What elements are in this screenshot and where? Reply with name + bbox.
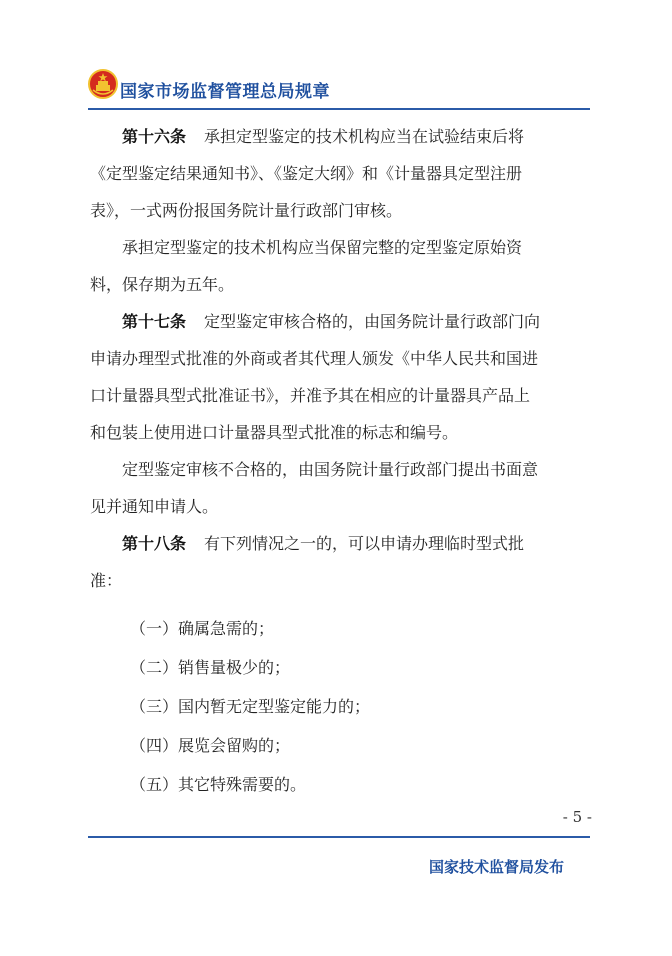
- header-title: 国家市场监督管理总局规章: [120, 82, 330, 102]
- publisher-label: 国家技术监督局发布: [428, 858, 564, 876]
- list-item: （四）展览会留购的；: [130, 736, 291, 755]
- list-item: （三）国内暂无定型鉴定能力的；: [130, 697, 371, 716]
- list-item: （二）销售量极少的；: [130, 658, 291, 677]
- article-18-line-1: 第十八条 有下列情况之一的，可以申请办理临时型式批: [122, 534, 525, 553]
- article-17-line-1: 第十七条 定型鉴定审核合格的，由国务院计量行政部门向: [122, 312, 541, 331]
- article-17-line-4: 和包装上使用进口计量器具型式批准的标志和编号。: [90, 423, 459, 442]
- list-item: （五）其它特殊需要的。: [130, 775, 307, 794]
- header-divider: [88, 108, 590, 110]
- article-17-p2-line-2: 见并通知申请人。: [90, 497, 219, 516]
- regulation-body: [90, 118, 590, 804]
- article-16-p2-line-2: 料，保存期为五年。: [90, 275, 235, 294]
- article-16-line-3: 表》，一式两份报国务院计量行政部门审核。: [90, 201, 403, 220]
- article-16-label: 第十六条: [122, 127, 187, 146]
- article-16-line-1: 第十六条 承担定型鉴定的技术机构应当在试验结束后将: [122, 127, 525, 146]
- article-17-line-3: 口计量器具型式批准证书》，并准予其在相应的计量器具产品上: [90, 386, 531, 405]
- article-17-line-2: 申请办理型式批准的外商或者其代理人颁发《中华人民共和国进: [90, 349, 539, 368]
- article-16-p2-line-1: 承担定型鉴定的技术机构应当保留完整的定型鉴定原始资: [122, 238, 523, 257]
- national-emblem-icon: [88, 68, 118, 100]
- article-18-line-2: 准：: [90, 571, 123, 590]
- article-17-label: 第十七条: [122, 312, 187, 331]
- list-item: （一）确属急需的；: [130, 619, 275, 638]
- article-16-line-2: 《定型鉴定结果通知书》、《鉴定大纲》和《计量器具定型注册: [90, 164, 523, 183]
- article-17-p2-line-1: 定型鉴定审核不合格的，由国务院计量行政部门提出书面意: [122, 460, 539, 479]
- article-18-label: 第十八条: [122, 534, 187, 553]
- footer-divider: [88, 836, 590, 838]
- page-header: [88, 68, 590, 108]
- page-number: - 5 -: [562, 808, 592, 826]
